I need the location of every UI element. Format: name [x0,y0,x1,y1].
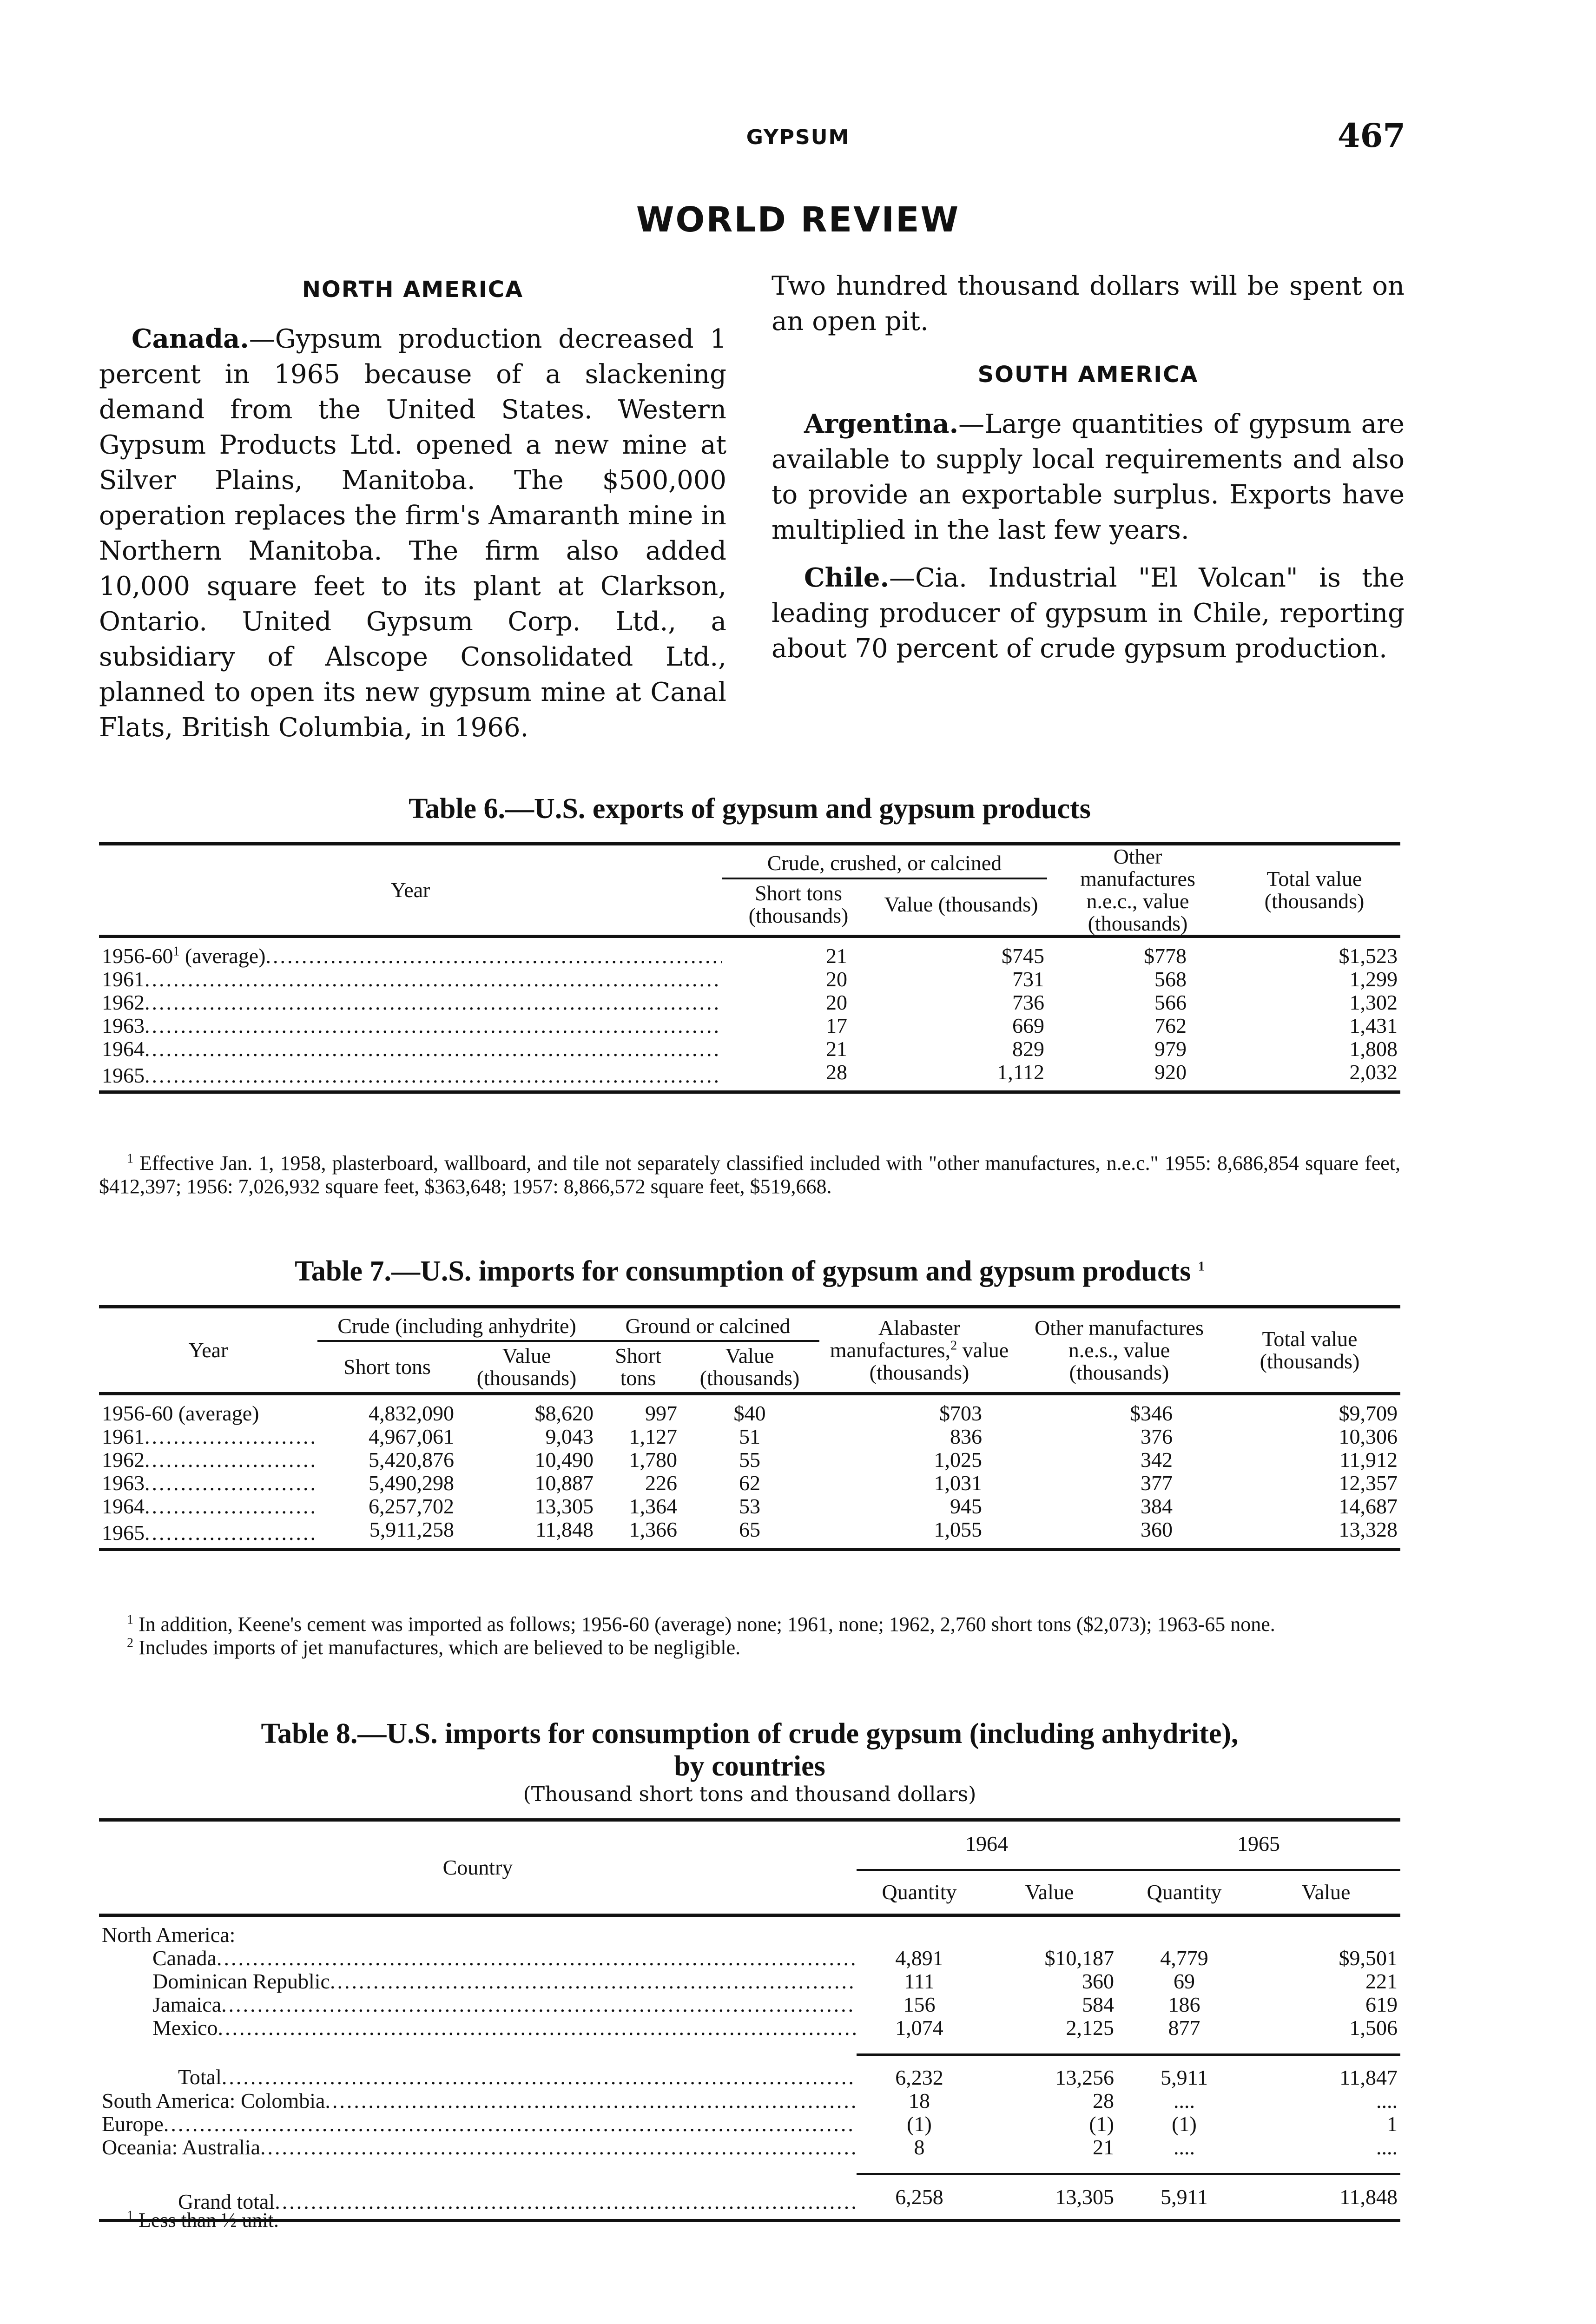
table-row [99,1394,1400,1426]
table-row [99,1037,1400,1061]
row-label [99,991,722,1014]
right-column [772,269,1405,679]
table-cell: 4,967,061 [369,1425,454,1448]
row-label [99,2136,857,2159]
table-cell: $703 [939,1401,982,1425]
table-cell: 1,025 [934,1448,982,1472]
year-text: 1963 [102,1472,145,1495]
table-cell: 669 [1012,1014,1044,1037]
year-text: 1965 [102,1063,145,1087]
table6-header-group: Crude, crushed, or calcined [722,844,1047,878]
table-cell: 342 [1141,1448,1173,1472]
country-text: Mexico [152,2016,218,2040]
table-cell: 920 [1154,1060,1187,1084]
table6-header-total: Total value (thousands) [1228,844,1400,937]
alabaster-sup: 2 [950,1338,957,1353]
table8-title [99,1717,1400,1783]
table-cell: 1,074 [895,2016,943,2040]
row-label [99,2113,857,2136]
table7-header-ground: Ground or calcined [596,1307,819,1341]
table-cell: 5,420,876 [369,1448,454,1472]
table-row [99,1915,1400,1947]
table-cell: 221 [1365,1969,1398,1993]
table-cell: $9,501 [1339,1946,1398,1970]
year-text: 1964 [102,1037,145,1061]
footnote-mark: 2 [127,1636,133,1651]
table-row [99,937,1400,968]
table-cell [857,1915,982,1947]
footnote-mark: 1 [127,1612,133,1627]
table-cell: $10,187 [1044,1946,1114,1970]
table-cell: 226 [645,1471,677,1495]
table-cell: 945 [950,1494,982,1518]
country-label [102,2089,857,2113]
running-title: GYPSUM [746,125,850,149]
table-cell [1252,1915,1400,1947]
table-cell: (1) [1172,2112,1197,2136]
table-cell: 11,848 [1252,2174,1400,2221]
table8-header-value-1965: Value [1301,1880,1351,1904]
year-label [102,1521,317,1545]
row-label [99,1970,857,1993]
table8-subtitle: (Thousand short tons and thousand dollars) [523,1783,976,1806]
table7-header-alabaster [819,1307,1019,1394]
table-cell: 1,364 [629,1494,677,1518]
table7-header-crude: Crude (including anhydrite) [317,1307,596,1341]
table-row [99,991,1400,1014]
table-cell [1117,1915,1252,1947]
row-label [99,968,722,991]
table7-header-value-2: Value (thousands) [699,1344,800,1390]
table-cell [982,1915,1117,1947]
footnote-mark: 1 [127,1151,133,1166]
table7-header-other: Other manufactures n.e.s., value (thousands) [1019,1307,1219,1394]
table6-footnote [99,1152,1400,1198]
table7-header-total: Total value (thousands) [1219,1307,1400,1394]
table-cell: 1,431 [1349,1014,1398,1037]
table-cell: 156 [903,1993,936,2016]
table-cell: 619 [1365,1993,1398,2016]
table-cell: 2,125 [1066,2016,1114,2040]
table8-header-1964: 1964 [857,1820,1117,1870]
row-label [99,1518,317,1550]
table-cell: 14,687 [1339,1494,1398,1518]
table-cell: 28 [826,1060,847,1084]
year-text: 1964 [102,1495,145,1518]
table7-header-short-tons-2: Short tons [615,1344,661,1390]
table-cell: 376 [1141,1425,1173,1448]
year-suffix: (average) [179,944,266,968]
table6-header-value: Value (thousands) [884,892,1038,917]
table-row [99,1970,1400,1993]
year-label [102,1063,722,1087]
row-label [99,1448,317,1472]
table-row [99,2016,1400,2040]
row-label [99,1061,722,1092]
row-label [99,1394,317,1426]
row-label [99,1014,722,1037]
country-text: South America: Colombia [102,2089,325,2113]
row-label [99,1425,317,1448]
table-cell: $745 [1002,944,1044,968]
table-cell: $1,523 [1339,944,1398,968]
table-cell: 1,366 [629,1518,677,1541]
row-label [99,1472,317,1495]
table-row [99,1061,1400,1092]
table-cell: 11,847 [1252,2055,1400,2090]
table-cell: 21 [826,1037,847,1061]
chile-lead: Chile. [804,562,889,593]
table-cell: 12,357 [1339,1471,1398,1495]
table-cell: 10,306 [1339,1425,1398,1448]
year-label [102,1401,259,1425]
table8-footnote [99,2209,1400,2232]
left-column [99,272,726,758]
table-cell: 997 [645,1401,677,1425]
table-cell: 6,257,702 [369,1494,454,1518]
table-cell: .... [1376,2135,1398,2159]
table-cell: 5,911,258 [369,1518,454,1541]
table-cell: 360 [1141,1518,1173,1541]
table-cell: 1,031 [934,1471,982,1495]
table-cell: 4,779 [1160,1946,1208,1970]
table-cell: 13,328 [1339,1518,1398,1541]
year-label [102,1495,317,1518]
table-cell: 4,891 [895,1946,943,1970]
table8-header-quantity-1964: Quantity [882,1880,957,1904]
table-cell: 55 [739,1448,760,1472]
row-label [99,2016,857,2040]
table7-title [99,1255,1400,1287]
north-america-heading: NORTH AMERICA [302,277,524,303]
footnote-ref: 1 [173,944,180,959]
table-cell: 17 [826,1014,847,1037]
table-row [99,1448,1400,1472]
table-cell: 384 [1141,1494,1173,1518]
table-cell: 1 [1387,2112,1398,2136]
year-label [102,1037,722,1061]
table7-footnotes [99,1613,1400,1659]
country-label [152,1970,857,1993]
table-cell: 13,305 [534,1494,594,1518]
table-cell: 5,490,298 [369,1471,454,1495]
table8-header-1965: 1965 [1117,1820,1400,1870]
country-label [152,1993,857,2016]
table-row [99,1495,1400,1518]
table-cell: 829 [1012,1037,1044,1061]
year-text: 1961 [102,1425,145,1448]
country-text: Europe [102,2113,164,2136]
table-cell: 1,299 [1349,967,1398,991]
table-row [99,2136,1400,2159]
table-cell: 4,832,090 [369,1401,454,1425]
table-row [99,1014,1400,1037]
table8-title-line1: Table 8.—U.S. imports for consumption of crude gypsum (including anhydrite), [261,1718,1239,1750]
table-cell: 979 [1154,1037,1187,1061]
table-cell: 836 [950,1425,982,1448]
page-number: 467 [1337,116,1405,155]
table6-title: Table 6.—U.S. exports of gypsum and gypsum products [409,793,1091,825]
table6-header-other: Other manufactures n.e.c., value (thousands) [1047,844,1228,937]
table-cell: $778 [1144,944,1187,968]
table6 [99,842,1400,1094]
country-label [178,2065,857,2089]
table-cell: 8 [914,2135,925,2159]
year-label [102,1448,317,1472]
country-text: Grand total [178,2189,275,2213]
table8-title-line2: by countries [674,1750,825,1782]
table-cell: 10,490 [534,1448,594,1472]
row-label [99,2089,857,2113]
table-cell: 6,258 [857,2174,982,2221]
argentina-lead: Argentina. [804,409,959,439]
table7-header-value: Value (thousands) [476,1344,577,1390]
table-row [99,1472,1400,1495]
continuation-text: Two hundred thousand dollars will be spent on an open pit. [772,271,1405,337]
table8-header-country: Country [99,1820,857,1915]
table-cell: 51 [739,1425,760,1448]
row-label [99,1993,857,2016]
spacer-row [99,2159,1400,2174]
table8 [99,1818,1400,2222]
country-label [102,1923,235,1947]
table-cell: 5,911 [1117,2055,1252,2090]
year-label [102,1014,722,1037]
section-title: WORLD REVIEW [636,200,960,240]
alabaster-label: Alabaster manufactures, [830,1316,961,1362]
table7-footnote-2: Includes imports of jet manufactures, which are believed to be negligible. [138,1636,741,1659]
country-text: Total [178,2065,222,2089]
table-row [99,2113,1400,2136]
table7 [99,1305,1400,1551]
table-cell: 762 [1154,1014,1187,1037]
table-row [99,968,1400,991]
table-cell: 6,232 [857,2055,982,2090]
country-label [102,2113,857,2136]
table6-header-year: Year [99,844,722,937]
table-cell: $40 [733,1401,766,1425]
year-label [102,968,722,991]
table-cell: 2,032 [1349,1060,1398,1084]
canada-lead: Canada. [132,324,249,354]
year-text: 1965 [102,1521,145,1545]
table7-header-short-tons: Short tons [343,1355,431,1379]
footnote-mark: 1 [127,2208,133,2223]
table-cell: 584 [1082,1993,1114,2016]
year-text: 1963 [102,1014,145,1037]
chile-text: —Cia. Industrial "El Volcan" is the leading producer of gypsum in Chile, reporting about 70 percent of crude gypsum production. [772,563,1405,664]
table-cell: 568 [1154,967,1187,991]
table-cell: 13,305 [982,2174,1117,2221]
year-label [102,944,722,968]
table-row [99,1425,1400,1448]
table-cell: 65 [739,1518,760,1541]
year-label [102,1425,317,1448]
year-text: 1956-60 (average) [102,1401,259,1425]
table-cell: 53 [739,1494,760,1518]
table-cell: 1,127 [629,1425,677,1448]
row-label [99,1915,857,1947]
table-cell: 360 [1082,1969,1114,1993]
table-cell: 20 [826,990,847,1014]
table-cell: 62 [739,1471,760,1495]
year-label [102,1472,317,1495]
table-cell: 877 [1168,2016,1200,2040]
table-cell: (1) [1089,2112,1114,2136]
table-cell: 5,911 [1117,2174,1252,2221]
table6-header-short-tons: Short tons (thousands) [748,881,849,928]
table-cell: 1,112 [997,1060,1044,1084]
table7-header-year: Year [99,1307,317,1394]
table-cell: 18 [909,2089,930,2113]
table-cell: $8,620 [534,1401,594,1425]
table-cell: 21 [826,944,847,968]
table-cell: 566 [1154,990,1187,1014]
table-cell: 736 [1012,990,1044,1014]
country-label [152,1947,857,1970]
country-text: Canada [152,1947,217,1970]
table7-title-sup: 1 [1198,1259,1205,1274]
country-text: Jamaica [152,1993,222,2016]
table-cell: .... [1174,2135,1195,2159]
row-label [99,2055,857,2090]
year-text: 1956-60 [102,944,173,968]
table-cell: 10,887 [534,1471,594,1495]
table8-header-value-1964: Value [1025,1880,1074,1904]
table-cell: (1) [907,2112,932,2136]
canada-paragraph [99,321,726,746]
country-label [102,2136,857,2159]
country-text: Dominican Republic [152,1970,330,1993]
table-cell: 21 [1093,2135,1114,2159]
table-cell: 13,256 [982,2055,1117,2090]
chile-paragraph [772,560,1405,667]
table-cell: 28 [1093,2089,1114,2113]
table-cell: 1,055 [934,1518,982,1541]
table-cell: 1,506 [1349,2016,1398,2040]
table-cell: .... [1376,2089,1398,2113]
year-label [102,991,722,1014]
spacer-row [99,2040,1400,2055]
table8-footnote-text: Less than ½ unit. [138,2209,279,2232]
table-cell: 731 [1012,967,1044,991]
alabaster-label-rest: value (thousands) [869,1338,1009,1384]
table-cell: 11,912 [1339,1448,1398,1472]
table-cell: 1,808 [1349,1037,1398,1061]
table-row [99,2089,1400,2113]
row-label [99,1037,722,1061]
table-cell: $9,709 [1339,1401,1398,1425]
year-text: 1962 [102,991,145,1014]
country-text: North America: [102,1923,236,1947]
table-cell: 20 [826,967,847,991]
total-row [99,2055,1400,2090]
argentina-text: —Large quantities of gypsum are available to supply local requirements and also to provide an exportable surplus. Exports have multiplied in the last few years. [772,409,1405,545]
table-cell: 9,043 [545,1425,594,1448]
year-text: 1961 [102,968,145,991]
country-label [152,2016,857,2040]
table-cell: 186 [1168,1993,1200,2016]
table-cell: $346 [1130,1401,1173,1425]
table-cell: 377 [1141,1471,1173,1495]
table6-footnote-text: Effective Jan. 1, 1958, plasterboard, wallboard, and tile not separately classified included with "other manufactures, n.e.c." 1955: 8,686,854 square feet, $412,397; 1956: 7,026,932 square feet, $363,648; 1957: 8,866,572 square feet, $519,668. [99,1152,1401,1198]
table-cell: 69 [1174,1969,1195,1993]
table7-footnote-1: In addition, Keene's cement was imported as follows; 1956-60 (average) none; 1961, none; 1962, 2,760 short tons ($2,073); 1963-65 none. [138,1613,1275,1636]
table-cell: 11,848 [535,1518,594,1541]
country-text: Oceania: Australia [102,2136,261,2159]
table-cell: .... [1174,2089,1195,2113]
canada-text: —Gypsum production decreased 1 percent in 1965 because of a slackening demand from the United States. Western Gypsum Products Ltd. opened a new mine at Silver Plains, Manitoba. The $500,000 operation replaces the firm's Amaranth mine in Northern Manitoba. The firm also added 10,000 square feet to its plant at Clarkson, Ontario. United Gypsum Corp. Ltd., a subsidiary of Alscope Consolidated Ltd., planned to open its new gypsum mine at Canal Flats, British Columbia, in 1966. [99,324,726,743]
row-label [99,1495,317,1518]
table-row [99,1947,1400,1970]
row-label [99,1947,857,1970]
table8-header-quantity-1965: Quantity [1147,1880,1222,1904]
year-text: 1962 [102,1448,145,1472]
row-label [99,937,722,968]
table-cell: 111 [904,1969,935,1993]
table-row [99,1518,1400,1550]
table-row [99,1993,1400,2016]
table-cell: 1,780 [629,1448,677,1472]
table7-title-text: Table 7.—U.S. imports for consumption of gypsum and gypsum products [295,1255,1191,1287]
argentina-paragraph [772,406,1405,548]
south-america-heading: SOUTH AMERICA [977,362,1199,388]
table-cell: 1,302 [1349,990,1398,1014]
